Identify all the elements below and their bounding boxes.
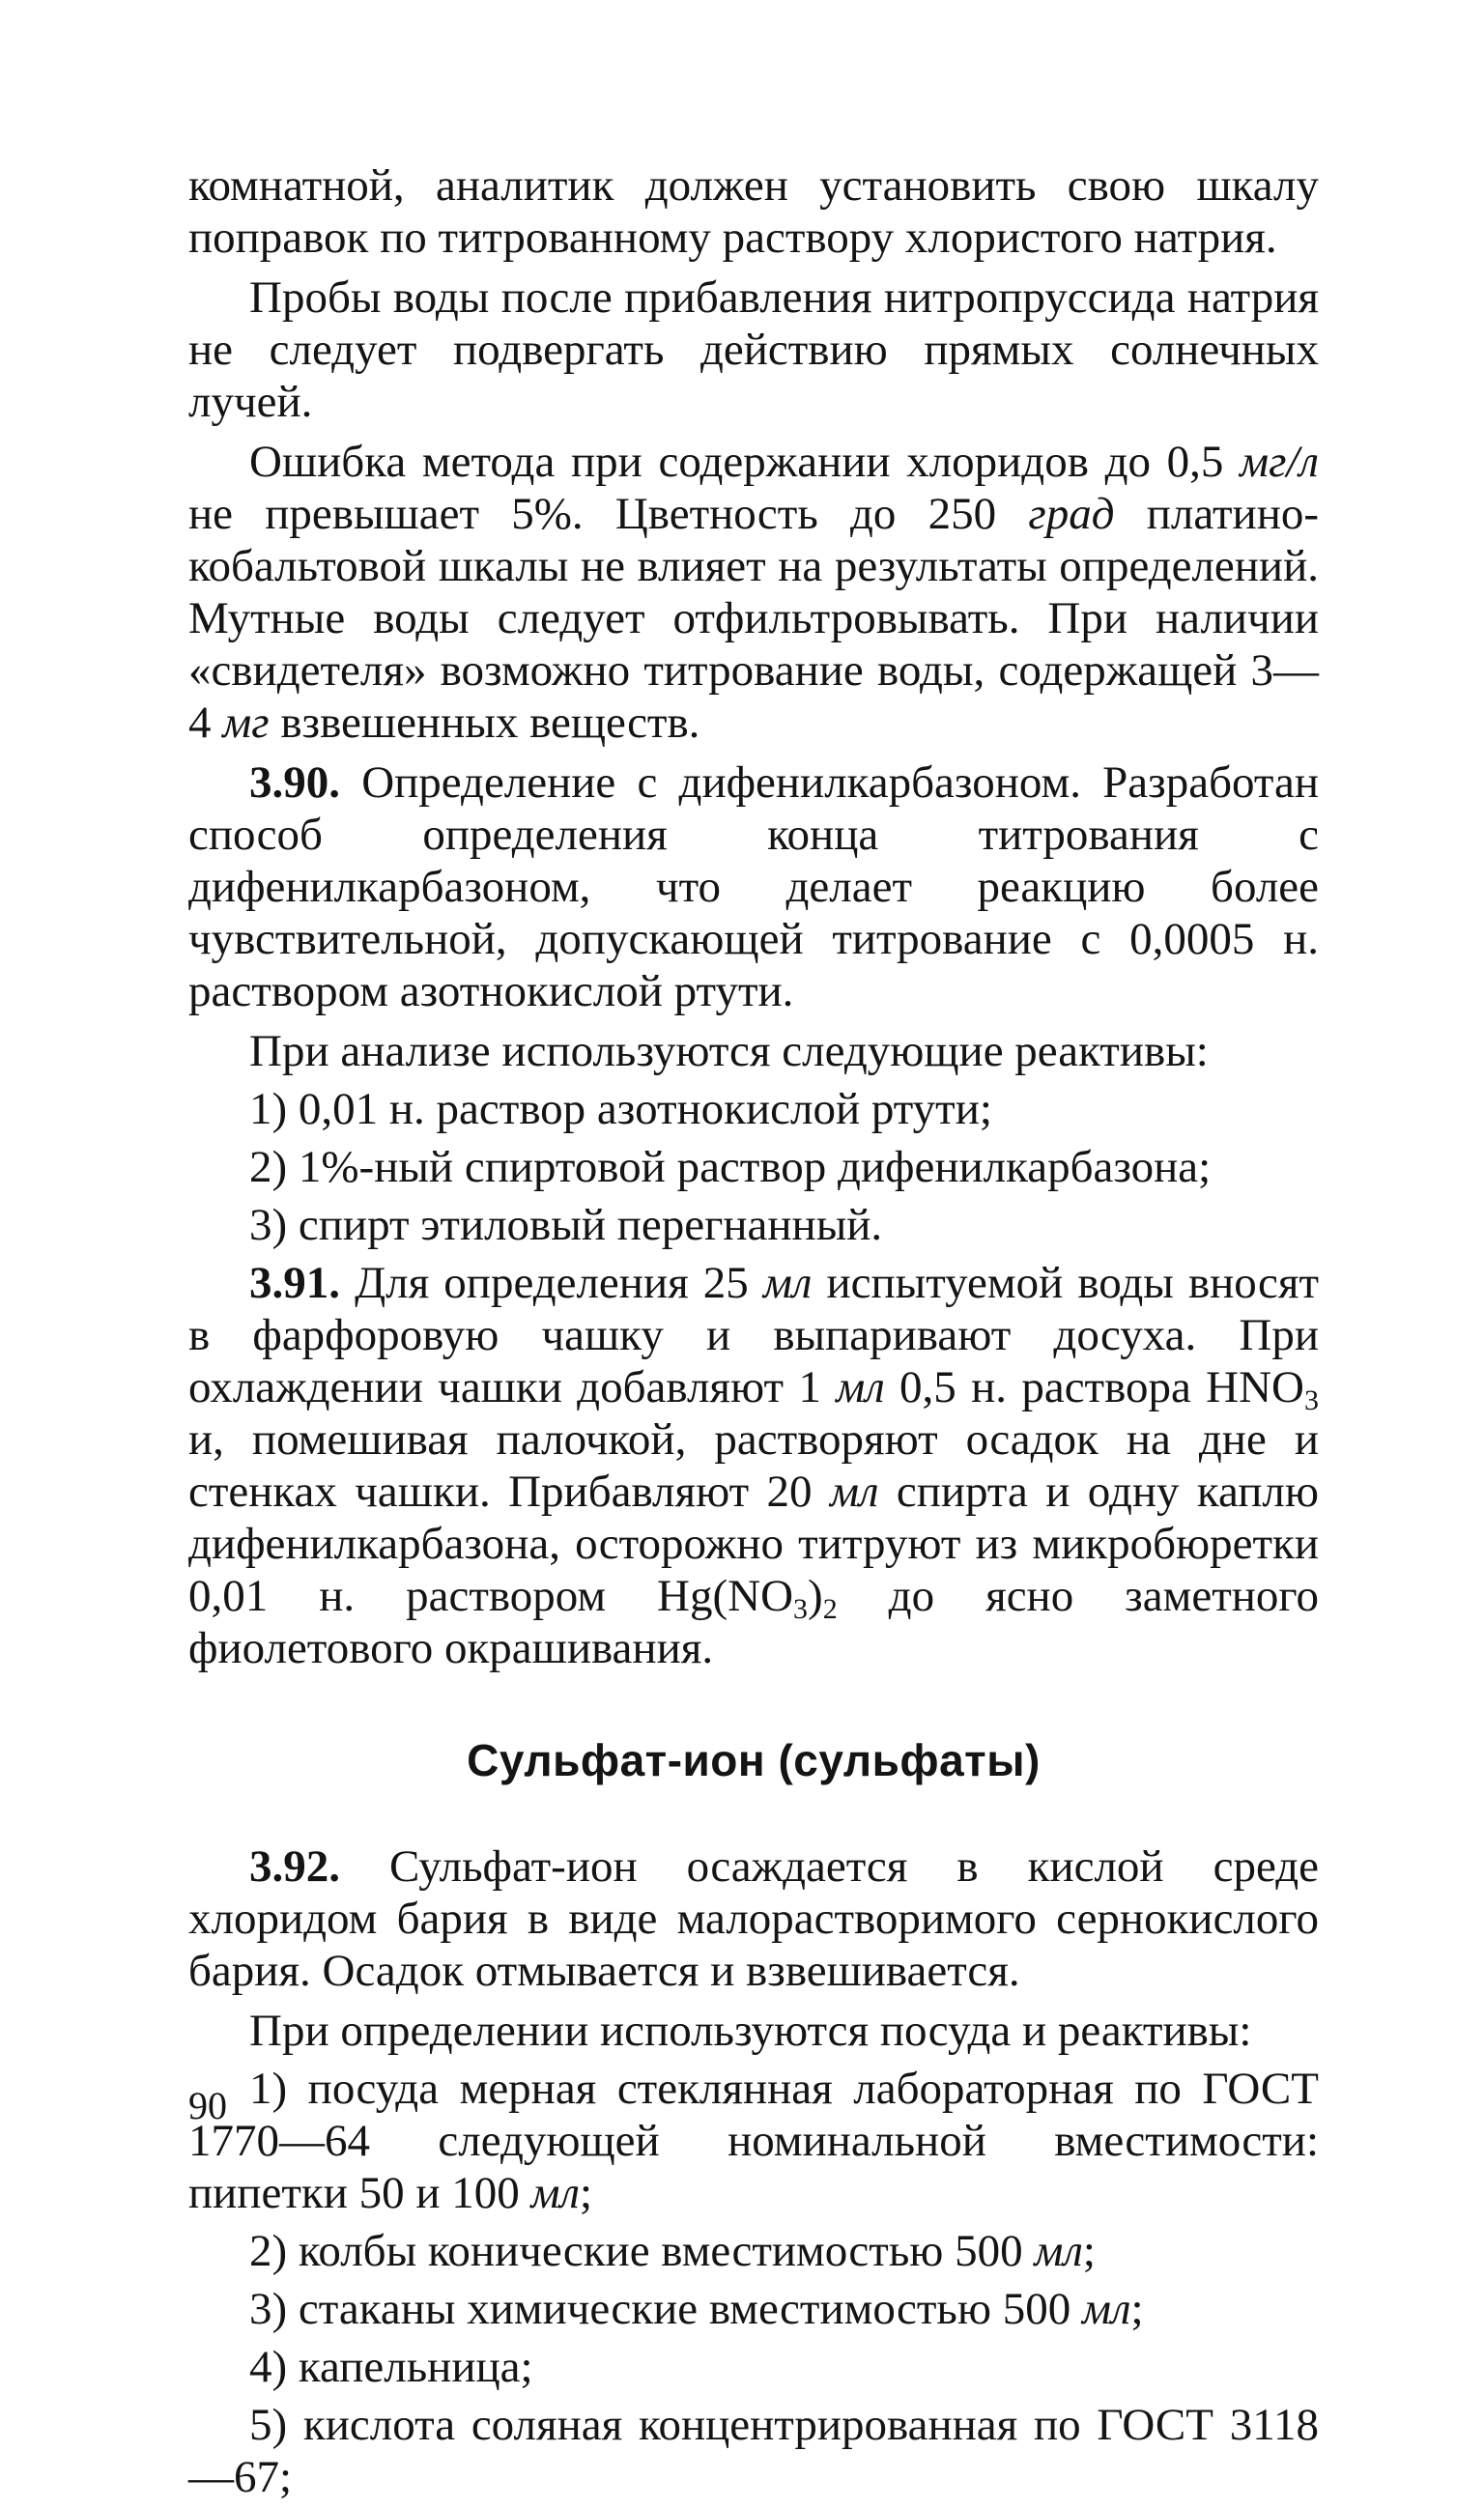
reagent-item: 2) 1%-ный спиртовой раствор дифенилкарбазона; bbox=[249, 1142, 1212, 1192]
reagents-intro: При анализе используются следующие реактивы: bbox=[249, 1026, 1209, 1076]
paragraph-samples-light: Пробы воды после прибавления нитропруссида натрия не следует подвергать действию прямых солнечных лучей. bbox=[188, 272, 1319, 427]
reagent-item: 1) 0,01 н. раствор азотнокислой ртути; bbox=[249, 1084, 992, 1134]
section-3-91: 3.91. Для определения 25 мл испытуемой воды вносят в фарфоровую чашку и выпаривают досуха. При охлаждении чашки добавляют 1 мл 0,5 н. раствора $HNO_3$ и, помешивая палочкой, растворяют осадок на дне и стенках чашки. Прибавляют 20 мл спирта и одну каплю дифенилкарбазона, осторожно титруют из микробюретки 0,01 н. раствором $Hg(NO_3)_2$ до ясно заметного фиолетового окрашивания. bbox=[188, 1258, 1320, 1673]
page-content bbox=[188, 159, 1319, 2509]
equipment-item: 5) кислота соляная концентрированная по ГОСТ 3118—67; bbox=[188, 2400, 1319, 2502]
section-3-90: 3.90. Определение с дифенилкарбазоном. Разработан способ определения конца титрования с дифенилкарбазоном, что делает реакцию более чувствительной, допускающей титрование с 0,0005 н. раствором азотнокислой ртути. bbox=[188, 757, 1319, 1016]
paragraph-method-error: Ошибка метода при содержании хлоридов до 0,5 мг/л не превышает 5%. Цветность до 250 град платино-кобальтовой шкалы не влияет на результаты определений. Мутные воды следует отфильтровывать. При наличии «свидетеля» возможно титрование воды, содержащей 3—4 мг взвешенных веществ. bbox=[188, 437, 1319, 748]
equipment-intro: При определении используются посуда и реактивы: bbox=[249, 2006, 1252, 2056]
section-number: 3.90. bbox=[249, 757, 340, 808]
reagent-item: 3) спирт этиловый перегнанный. bbox=[249, 1200, 883, 1250]
equipment-item: 2) колбы конические вместимостью 500 мл; bbox=[249, 2226, 1096, 2276]
section-3-92: 3.92. Сульфат-ион осаждается в кислой среде хлоридом бария в виде малорастворимого сернокислого бария. Осадок отмывается и взвешивается. bbox=[188, 1841, 1319, 1996]
equipment-item: 1) посуда мерная стеклянная лабораторная по ГОСТ 1770—64 следующей номинальной вместимости: пипетки 50 и 100 мл; bbox=[188, 2064, 1319, 2218]
page-number: 90 bbox=[188, 2084, 227, 2127]
section-number: 3.91. bbox=[249, 1258, 340, 1308]
equipment-item: 4) капельница; bbox=[249, 2342, 533, 2392]
section-number: 3.92. bbox=[249, 1841, 340, 1892]
paragraph-continuation: комнатной, аналитик должен установить свою шкалу поправок по титрованному раствору хлористого натрия. bbox=[188, 160, 1319, 263]
equipment-item: 3) стаканы химические вместимостью 500 мл; bbox=[249, 2284, 1144, 2334]
section-heading: Сульфат-ион (сульфаты) bbox=[467, 1735, 1041, 1785]
